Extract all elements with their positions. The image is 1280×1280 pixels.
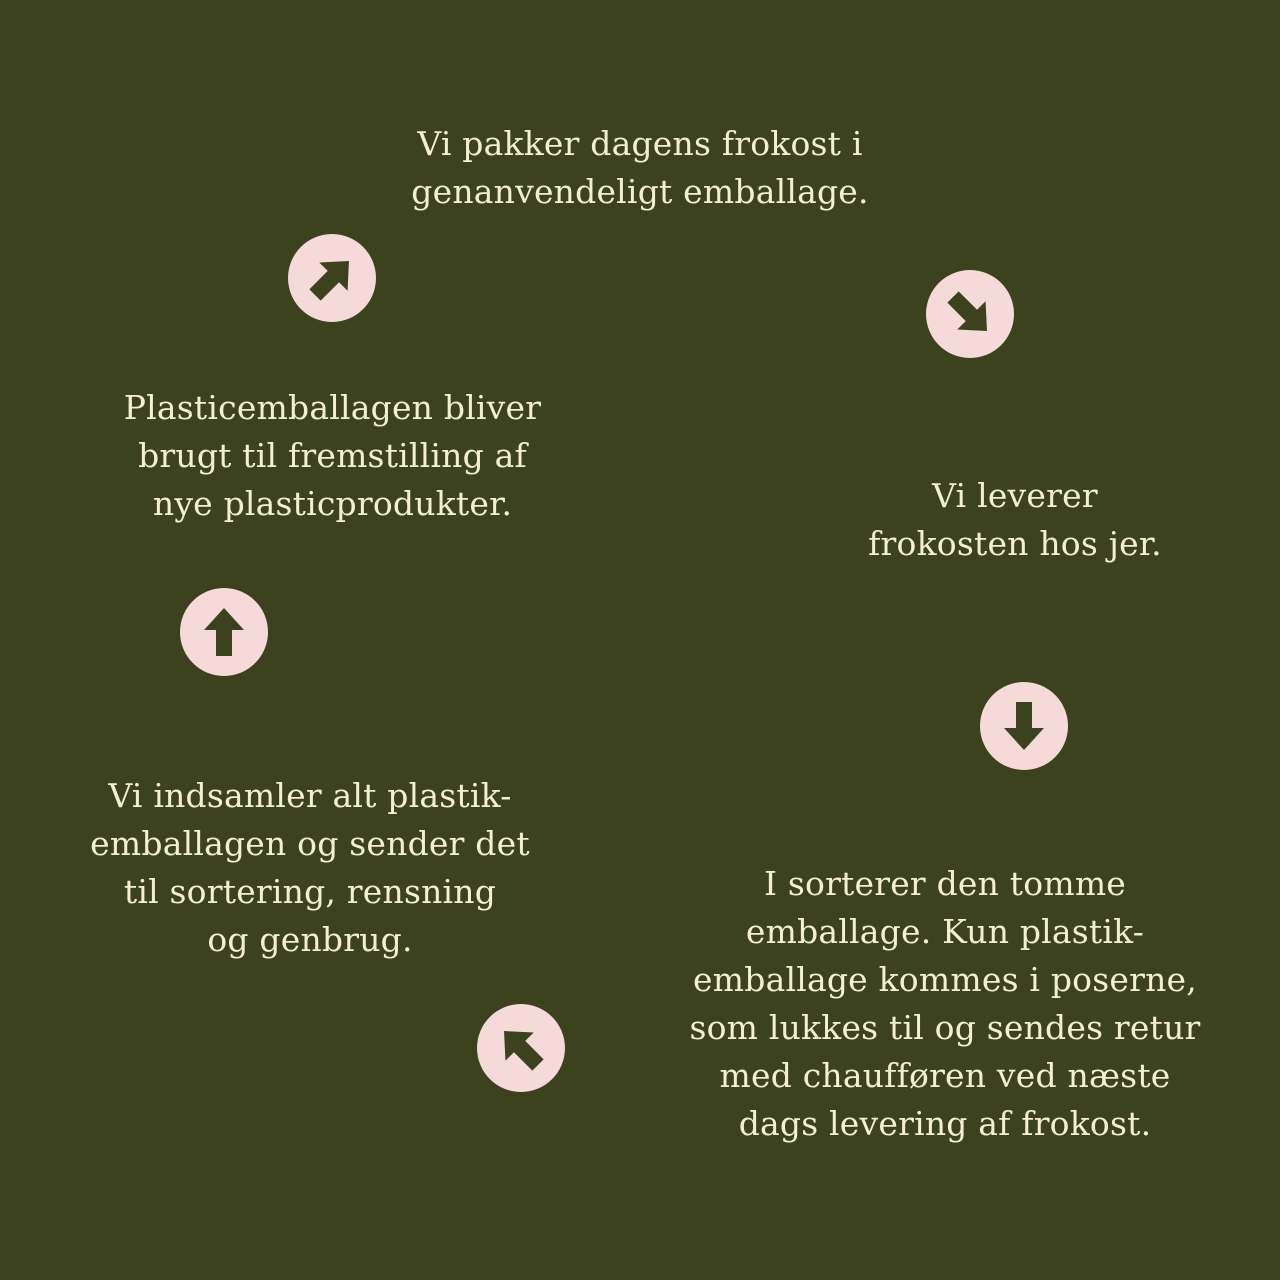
step-text-line: Vi pakker dagens frokost i <box>417 124 863 163</box>
arrow-down-right-icon <box>926 270 1014 358</box>
step-text-line: som lukkes til og sendes retur <box>689 1008 1201 1047</box>
step-text-line: og genbrug. <box>207 920 413 959</box>
step-text-line: I sorterer den tomme <box>763 864 1127 903</box>
arrow-badge-svg <box>926 270 1014 358</box>
step-text-line: emballage. Kun plastik- <box>745 912 1145 951</box>
step-text-line: emballagen og sender det <box>90 824 530 863</box>
step-text-line: Vi leverer <box>932 476 1098 515</box>
arrow-badge-svg <box>477 1004 565 1092</box>
arrow-up-left-icon <box>477 1004 565 1092</box>
step-deliver-lunch <box>815 472 1215 568</box>
step-text-line: genanvendeligt emballage. <box>411 172 869 211</box>
arrow-up-icon <box>180 588 268 676</box>
step-text-line: nye plasticprodukter. <box>152 484 513 523</box>
step-text-line: med chaufføren ved næste <box>719 1056 1171 1095</box>
step-text-line: emballage kommes i poserne, <box>693 960 1197 999</box>
arrow-badge-svg <box>980 682 1068 770</box>
arrow-up-right-icon <box>288 234 376 322</box>
step-text-line: brugt til fremstilling af <box>138 436 527 475</box>
step-recycle-products <box>80 384 585 528</box>
step-text-line: til sortering, rensning <box>123 872 497 911</box>
step-text-line: Plasticemballagen bliver <box>123 388 542 427</box>
arrow-down-icon <box>980 682 1068 770</box>
step-text-line: dags levering af frokost. <box>738 1104 1152 1143</box>
arrow-badge-svg <box>180 588 268 676</box>
step-pack-lunch <box>340 120 940 216</box>
step-collect-plastic <box>60 772 560 964</box>
step-sort-packaging <box>640 860 1250 1148</box>
step-text-line: frokosten hos jer. <box>868 524 1162 563</box>
step-text-line: Vi indsamler alt plastik- <box>108 776 512 815</box>
arrow-badge-svg <box>288 234 376 322</box>
